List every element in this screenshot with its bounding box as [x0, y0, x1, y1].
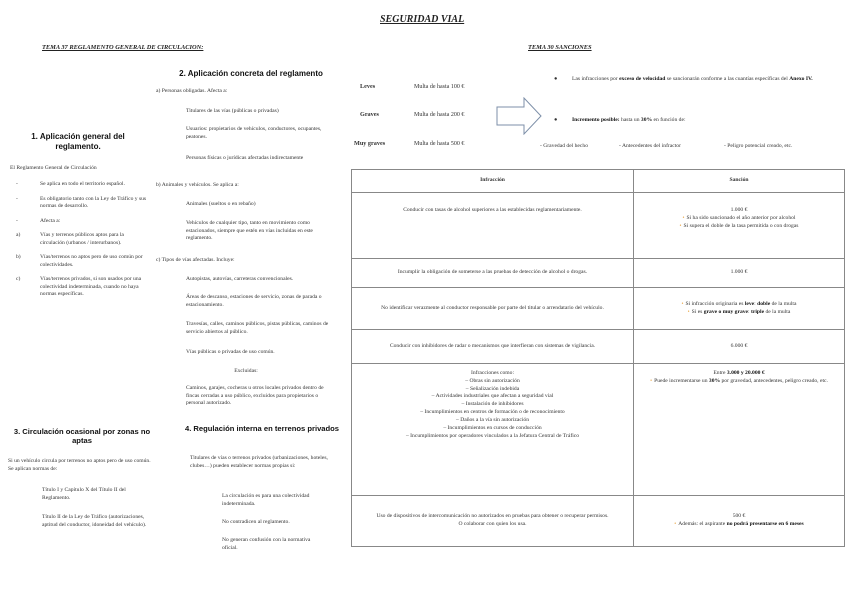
increment-bullet: ● Incremento posible: hasta un 30% en función de:: [554, 117, 686, 123]
infraction-cell: Incumplir la obligación de someterse a las pruebas de detección de alcohol o drogas.: [352, 259, 634, 288]
section4-item: No generan confusión con la normativa oficial.: [222, 537, 311, 551]
list-item: Afecta a:: [40, 217, 61, 224]
section3-intro: Si un vehículo circula por terrenos no aptos pero de uso común. Se aplican normas de:: [8, 458, 151, 472]
column-header: Infracción: [352, 170, 634, 193]
factor-item: - Gravedad del hecho: [540, 143, 588, 149]
section2-c-label: c) Tipos de vías afectadas. Incluye:: [156, 257, 235, 263]
section2-c-item: Áreas de descanso, estaciones de servicio, zonas de parada o estacionamiento.: [186, 294, 322, 308]
section4-item: No contradicen al reglamento.: [222, 519, 290, 525]
section2-title: 2. Aplicación concreta del reglamento: [179, 69, 323, 78]
infraction-cell: No identificar verazmente al conductor responsable por parte del titular o arrendatario del vehículo.: [352, 288, 634, 330]
infraction-cell: Infracciones como: – Obras sin autorización – Señalización indebida – Actividades industriales que afectan a seguridad vial – Instalación de inhibidores – Incumplimientos en centros de formación o de reconocimiento – Daños a la vía sin autorización – Incumplimientos en cursos de conducción – Incumplimientos por operadores vinculados a la Jefatura Central de Tráfico: [352, 364, 634, 496]
page-title: SEGURIDAD VIAL: [380, 14, 465, 25]
sanction-cell: 6.000 €: [634, 330, 845, 364]
section2-a-item: Personas físicas o jurídicas afectadas indirectamente: [186, 155, 304, 161]
section2-a-item: Usuarios: propietarios de vehículos, conductores, ocupantes, peatones.: [186, 126, 322, 140]
section3-title: 3. Circulación ocasional por zonas no aptas: [13, 427, 151, 446]
level-fine: Multa de hasta 500 €: [414, 141, 465, 147]
section2-a-label: a) Personas obligadas. Afecta a:: [156, 88, 228, 94]
infraction-cell: Conducir con tasas de alcohol superiores a las establecidas reglamentariamente.: [352, 193, 634, 259]
section2-excluded-text: Caminos, garajes, cocheras u otros locales privados dentro de fincas cerradas a uso público, excluidos para propietarios o personal autorizado.: [186, 385, 324, 407]
table-header-row: [352, 170, 845, 193]
sanctions-table: [351, 169, 845, 547]
column-header: Sanción: [634, 170, 845, 193]
table-row: [352, 288, 845, 330]
section2-c-item: Autopistas, autovías, carreteras convencionales.: [186, 276, 294, 282]
level-fine: Multa de hasta 100 €: [414, 84, 465, 90]
section2-excluded-label: Excluidas:: [234, 368, 258, 374]
table-row: [352, 364, 845, 496]
arrow-right-icon: [496, 97, 542, 135]
table-row: [352, 193, 845, 259]
section4-item: La circulación es para una colectividad indeterminada.: [222, 493, 310, 507]
section1-title: 1. Aplicación general del reglamento.: [31, 132, 125, 151]
factor-item: - Antecedentes del infractor: [619, 143, 681, 149]
level-name: Graves: [360, 111, 379, 118]
level-name: Leves: [360, 83, 376, 90]
section2-b-item: Animales (sueltos o en rebaño): [186, 201, 256, 207]
sanction-cell: 1.000 €: [634, 259, 845, 288]
section2-c-item: Vías públicas o privadas de uso común.: [186, 349, 275, 355]
section4-intro: Titulares de vías o terrenos privados (urbanizaciones, hoteles, clubes…) pueden establecer normas propias si:: [190, 455, 328, 469]
table-row: [352, 496, 845, 547]
table-row: [352, 330, 845, 364]
section1-intro: El Reglamento General de Circulación: [10, 165, 97, 171]
tema37-heading: TEMA 37 REGLAMENTO GENERAL DE CIRCULACION:: [42, 44, 204, 51]
section2-b-item: Vehículos de cualquier tipo, tanto en movimiento como estacionados, siempre que estén en vías incluidas en este reglamento.: [186, 220, 313, 242]
sanction-cell: 500 € • Además: el aspirante no podrá presentarse en 6 meses: [634, 496, 845, 547]
sanction-cell: 1.000 € • Si ha sido sancionado el año anterior por alcohol • Si supera el doble de la tasa permitida o con drogas: [634, 193, 845, 259]
sanction-cell: Entre 3.000 y 20.000 € • Puede incrementarse un 30% por gravedad, antecedentes, peligro creado, etc.: [634, 364, 845, 496]
infraction-cell: Conducir con inhibidores de radar o mecanismos que interfieran con sistemas de vigilancia.: [352, 330, 634, 364]
section2-a-item: Titulares de las vías (públicas o privadas): [186, 108, 279, 114]
section2-b-label: b) Animales y vehículos. Se aplica a:: [156, 182, 239, 188]
section3-item: Título II de la Ley de Tráfico (autorizaciones, aptitud del conductor, idoneidad del vehículo).: [42, 514, 147, 528]
list-item: Es obligatorio tanto con la Ley de Tráfico y sus normas de desarrollo.: [40, 195, 147, 210]
list-item: Vías/terrenos privados, si son usados por una colectividad indeterminada, cuando no haya normas específicas.: [40, 276, 142, 298]
section4-title: 4. Regulación interna en terrenos privados: [184, 424, 340, 433]
level-name: Muy graves: [354, 140, 386, 147]
table-row: [352, 259, 845, 288]
infraction-cell: Uso de dispositivos de intercomunicación no autorizados en pruebas para obtener o recuperar permisos. O colaborar con quien los usa.: [352, 496, 634, 547]
list-item: Vías y terrenos públicos aptos para la circulación (urbanos / interurbanos).: [40, 232, 124, 246]
factor-item: - Peligro potencial creado, etc.: [724, 143, 793, 149]
section2-c-item: Travesías, calles, caminos públicos, pistas públicas, caminos de servicio abiertos al público.: [186, 321, 329, 335]
tema30-heading: TEMA 30 SANCIONES: [528, 44, 592, 51]
section1-list: - Se aplica en todo el territorio español. - Es obligatorio tanto con la Ley de Tráfico y sus normas de desarrollo. - Afecta a: a) Vías y terrenos públicos aptos para la circulación (urbanos / interurbanos). b) Vías/terrenos no aptos pero de uso común por colectividades. c) Vías/terrenos privados, si son usados por una colectividad indeterminada, cuando no haya normas específicas.: [16, 181, 150, 299]
list-item: Se aplica en todo el territorio español.: [40, 181, 125, 187]
speed-bullet: ● Las infracciones por exceso de velocidad se sancionarán conforme a las cuantías específicas del Anexo IV.: [554, 76, 813, 82]
section3-item: Título I y Capítulo X del Título II del Reglamento.: [42, 487, 126, 501]
sanction-cell: • Si infracción originaria es leve: doble de la multa • Si es grave o muy grave: triple de la multa: [634, 288, 845, 330]
list-item: Vías/terrenos no aptos pero de uso común por colectividades.: [40, 254, 143, 268]
level-fine: Multa de hasta 200 €: [414, 112, 465, 118]
